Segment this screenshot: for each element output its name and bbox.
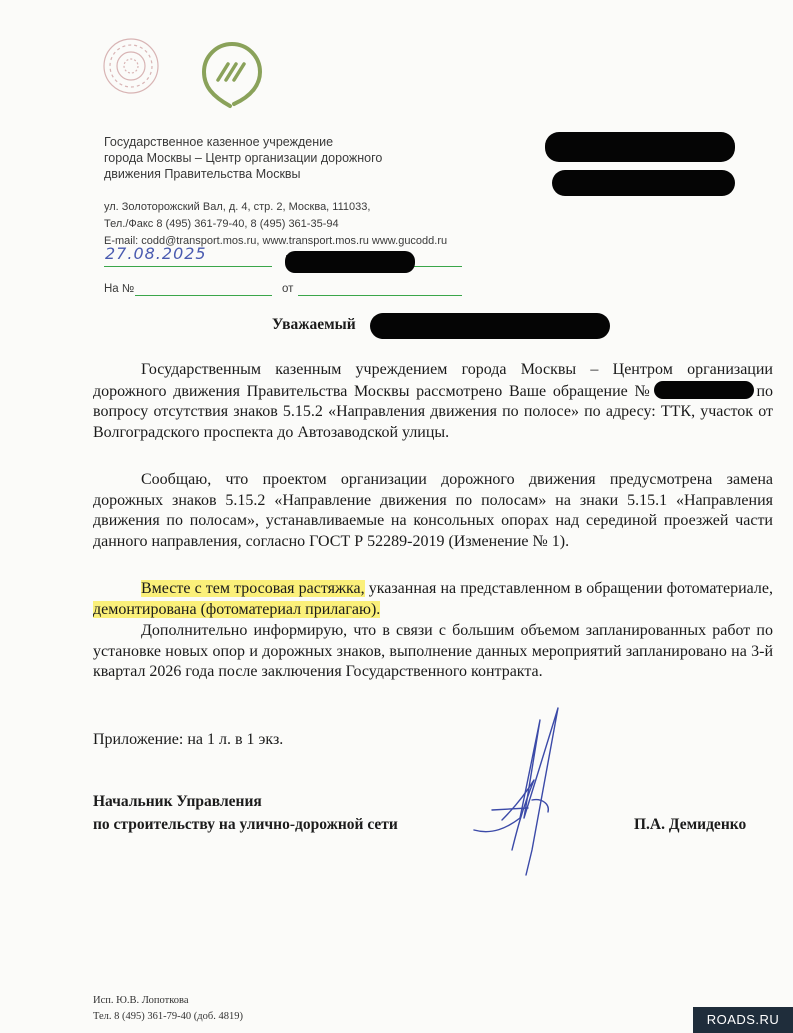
highlighted-text-1: Вместе с тем тросовая растяжка, <box>141 580 365 597</box>
address-line: E-mail: codd@transport.mos.ru, www.transport.mos.ru www.gucodd.ru <box>104 235 448 247</box>
signatory-title-line-2: по строительству на улично-дорожной сети <box>93 816 398 833</box>
executor-name: Исп. Ю.В. Лопоткова <box>93 995 189 1006</box>
paragraph-4: Дополнительно информирую, что в связи с большим объемом запланированных работ по установке новых опор и дорожных знаков, выполнение данных мероприятий запланировано на 3-й квартал 2026 года после заключения Государственного контракта. <box>93 622 773 680</box>
faint-stamp-logo-icon <box>100 35 162 97</box>
redacted-number <box>285 251 415 273</box>
executor-phone: Тел. 8 (495) 361-79-40 (доб. 4819) <box>93 1011 243 1022</box>
site-watermark: ROADS.RU <box>693 1007 793 1033</box>
handwritten-date: 27.08.2025 <box>105 244 207 263</box>
signatory-title-line-1: Начальник Управления <box>93 793 262 810</box>
handwritten-signature <box>462 700 582 880</box>
paragraph-1-part-b: по вопросу отсутствия знаков 5.15.2 «Направления движения по полосе» по адресу: ТТК, участок от Волгоградского проспекта до Автозаводской улицы. <box>93 382 773 441</box>
na-number-field-line <box>135 295 272 296</box>
org-name-line: Государственное казенное учреждение <box>104 135 334 149</box>
address-line: ул. Золоторожский Вал, д. 4, стр. 2, Москва, 111033, <box>104 201 371 213</box>
signatory-name: П.А. Демиденко <box>634 816 747 833</box>
salutation: Уважаемый <box>272 316 356 333</box>
attachment-note: Приложение: на 1 л. в 1 экз. <box>93 731 284 748</box>
paragraph-1 <box>93 360 773 443</box>
redacted-addressee-name <box>370 313 610 339</box>
paragraph-3-middle: указанная на представленном в обращении фотоматериале, <box>364 580 774 597</box>
org-name-line: города Москвы – Центр организации дорожного <box>104 151 383 165</box>
address-line: Тел./Факс 8 (495) 361-79-40, 8 (495) 361-35-94 <box>104 218 339 230</box>
footer <box>93 993 243 1025</box>
org-name <box>104 134 382 182</box>
paragraph-1-part-a: Государственным казенным учреждением города Москвы – Центром организации дорожного движения Правительства Москвы рассмотрено Ваше обращение № <box>93 361 773 400</box>
redacted-recipient-line-1 <box>545 132 735 162</box>
paragraph-2: Сообщаю, что проектом организации дорожного движения предусмотрена замена дорожных знаков 5.15.2 «Направление движения по полосам» на знаки 5.15.1 «Направления движения по полосам», устанавливаемые на консольных опорах над серединой проезжей части данного направления, согласно ГОСТ Р 52289-2019 (Изменение № 1). <box>93 471 773 550</box>
na-number-label: На № <box>104 283 135 295</box>
paragraph-3 <box>93 579 773 620</box>
org-address <box>104 199 447 250</box>
highlighted-text-2: демонтирована (фотоматериал прилагаю). <box>93 600 381 618</box>
org-name-line: движения Правительства Москвы <box>104 167 301 181</box>
redacted-request-number <box>654 381 754 399</box>
date-field-line <box>104 266 272 267</box>
ot-label: от <box>282 283 294 295</box>
redacted-recipient-line-2 <box>552 170 735 196</box>
codd-logo-icon <box>198 38 268 110</box>
ot-field-line <box>298 295 462 296</box>
